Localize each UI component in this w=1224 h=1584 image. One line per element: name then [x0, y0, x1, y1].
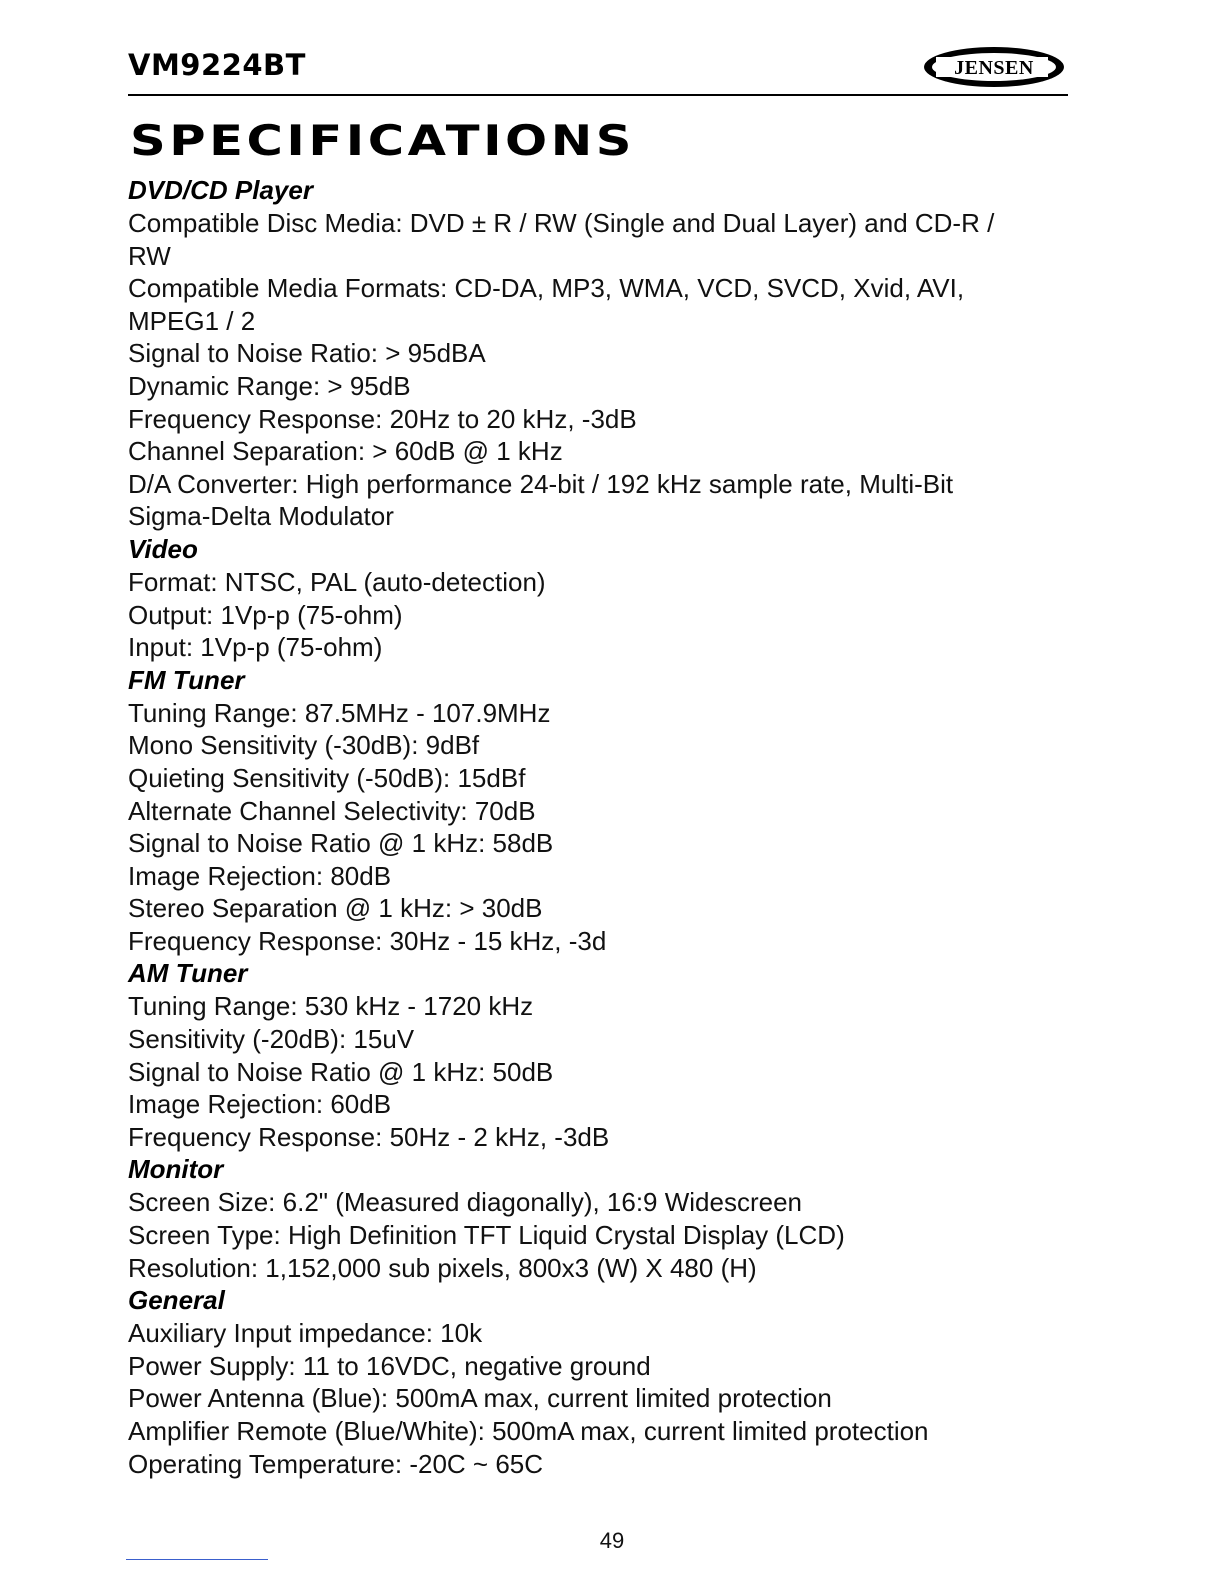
section-heading: AM Tuner	[128, 958, 248, 989]
section-heading: General	[128, 1285, 225, 1316]
spec-line: Quieting Sensitivity (-50dB): 15dBf	[128, 762, 526, 793]
spec-section	[128, 664, 1058, 958]
section-heading: FM Tuner	[128, 664, 245, 695]
section-heading: DVD/CD Player	[128, 175, 313, 205]
spec-line: Auxiliary Input impedance: 10k	[128, 1318, 483, 1349]
spec-line: Channel Separation: > 60dB @ 1 kHz	[128, 436, 563, 467]
spec-line: Signal to Noise Ratio: > 95dBA	[128, 338, 486, 369]
spec-line: Output: 1Vp-p (75-ohm)	[128, 599, 403, 630]
page-header	[128, 44, 1068, 96]
spec-line: Mono Sensitivity (-30dB): 9dBf	[128, 730, 480, 761]
spec-line: Power Antenna (Blue): 500mA max, current limited protection	[128, 1383, 832, 1414]
spec-line: Dynamic Range: > 95dB	[128, 370, 411, 401]
spec-line: D/A Converter: High performance 24-bit / 192 kHz sample rate, Multi-Bit	[128, 468, 954, 499]
footnote-divider	[126, 1559, 268, 1560]
spec-line: RW	[128, 240, 171, 271]
section-heading: Video	[128, 533, 198, 564]
specifications-body	[128, 174, 1058, 1480]
page-title: SPECIFICATIONS	[130, 116, 635, 165]
spec-line: Image Rejection: 80dB	[128, 860, 392, 891]
spec-line: Input: 1Vp-p (75-ohm)	[128, 632, 383, 663]
spec-section	[128, 1153, 1058, 1284]
spec-line: Tuning Range: 530 kHz - 1720 kHz	[128, 991, 534, 1022]
section-heading: Monitor	[128, 1154, 224, 1185]
spec-line: Amplifier Remote (Blue/White): 500mA max, current limited protection	[128, 1416, 929, 1446]
spec-section	[128, 1284, 1058, 1480]
spec-line: Resolution: 1,152,000 sub pixels, 800x3 (W) X 480 (H)	[128, 1252, 757, 1283]
spec-line: Compatible Media Formats: CD-DA, MP3, WMA, VCD, SVCD, Xvid, AVI,	[128, 273, 965, 304]
spec-line: MPEG1 / 2	[128, 305, 256, 336]
spec-line: Tuning Range: 87.5MHz - 107.9MHz	[128, 697, 551, 728]
spec-line: Frequency Response: 30Hz - 15 kHz, -3d	[128, 925, 607, 956]
spec-section	[128, 174, 1058, 533]
spec-line: Image Rejection: 60dB	[128, 1089, 392, 1120]
spec-section	[128, 533, 1058, 664]
spec-line: Sensitivity (-20dB): 15uV	[128, 1024, 415, 1055]
spec-line: Alternate Channel Selectivity: 70dB	[128, 795, 536, 826]
header-divider	[128, 94, 1068, 96]
spec-line: Stereo Separation @ 1 kHz: > 30dB	[128, 893, 543, 924]
model-number: VM9224BT	[128, 48, 306, 82]
spec-line: Power Supply: 11 to 16VDC, negative ground	[128, 1350, 651, 1381]
page-number: 49	[599, 1528, 625, 1553]
spec-section	[128, 957, 1058, 1153]
spec-line: Operating Temperature: -20C ~ 65C	[128, 1448, 544, 1479]
spec-line: Sigma-Delta Modulator	[128, 501, 394, 532]
spec-line: Frequency Response: 50Hz - 2 kHz, -3dB	[128, 1121, 610, 1152]
spec-line: Signal to Noise Ratio @ 1 kHz: 58dB	[128, 828, 554, 859]
spec-line: Compatible Disc Media: DVD ± R / RW (Single and Dual Layer) and CD-R /	[128, 208, 995, 238]
spec-line: Screen Type: High Definition TFT Liquid Crystal Display (LCD)	[128, 1220, 845, 1251]
jensen-logo	[922, 44, 1068, 90]
svg-text:JENSEN: JENSEN	[954, 57, 1034, 79]
spec-line: Format: NTSC, PAL (auto-detection)	[128, 566, 546, 597]
spec-line: Signal to Noise Ratio @ 1 kHz: 50dB	[128, 1056, 554, 1087]
spec-line: Screen Size: 6.2" (Measured diagonally), 16:9 Widescreen	[128, 1187, 803, 1218]
spec-line: Frequency Response: 20Hz to 20 kHz, -3dB	[128, 403, 637, 434]
